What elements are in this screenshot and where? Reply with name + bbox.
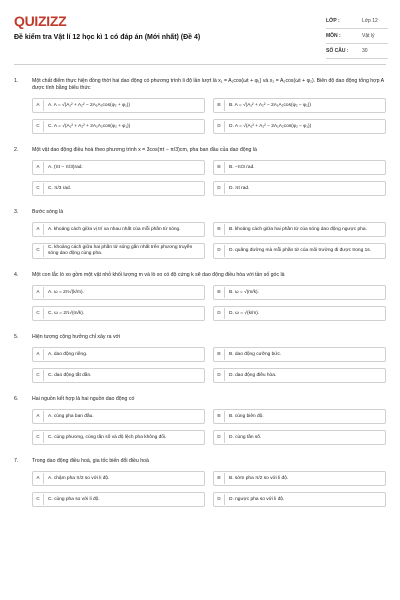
answer-options bbox=[32, 347, 386, 383]
answer-option[interactable] bbox=[213, 119, 386, 134]
answer-option[interactable] bbox=[32, 368, 205, 383]
answer-option[interactable] bbox=[32, 285, 205, 300]
answer-option[interactable] bbox=[32, 160, 205, 175]
question-block bbox=[14, 458, 386, 507]
question-block bbox=[14, 147, 386, 196]
meta-row-subject bbox=[326, 29, 388, 44]
option-letter: D bbox=[214, 494, 225, 505]
answer-options bbox=[32, 471, 386, 507]
option-text: C. cùng phương, cùng tần số và độ lệch pha không đổi. bbox=[48, 434, 167, 440]
option-text: A. dao động riêng. bbox=[48, 351, 88, 357]
question-text: Hiện tượng cộng hưởng chỉ xảy ra với bbox=[32, 334, 121, 340]
option-letter: D bbox=[214, 432, 225, 443]
answer-option[interactable] bbox=[213, 243, 386, 259]
option-text: A. ω = 2π√(k/m). bbox=[48, 289, 84, 295]
option-letter: A bbox=[33, 411, 44, 422]
option-letter: C bbox=[33, 183, 44, 194]
question-block bbox=[14, 334, 386, 383]
answer-option[interactable] bbox=[32, 471, 205, 486]
question-text: Bước sóng là bbox=[32, 209, 64, 215]
option-letter: C bbox=[33, 308, 44, 319]
answer-option[interactable] bbox=[32, 181, 205, 196]
option-letter: B bbox=[214, 411, 225, 422]
answer-option[interactable] bbox=[213, 409, 386, 424]
option-text: B. −π/3 rad. bbox=[229, 164, 255, 170]
option-text: D. cùng tần số. bbox=[229, 434, 262, 440]
option-letter: C bbox=[33, 121, 44, 132]
option-text: D. ngược pha so với li độ. bbox=[229, 496, 285, 502]
option-text: B. sớm pha π/2 so với li độ. bbox=[229, 475, 289, 481]
option-letter: B bbox=[214, 349, 225, 360]
question-text: Hai nguồn kết hợp là hai nguồn dao động có bbox=[32, 396, 135, 402]
option-text: C. ω = 2π√(m/k). bbox=[48, 310, 85, 316]
answer-option[interactable] bbox=[32, 98, 205, 113]
question-header bbox=[14, 334, 386, 341]
answer-options bbox=[32, 285, 386, 321]
question-block bbox=[14, 272, 386, 321]
option-text: C. dao động tắt dần. bbox=[48, 372, 92, 378]
meta-key: SỐ CÂU : bbox=[326, 48, 349, 54]
question-header bbox=[14, 272, 386, 279]
answer-option[interactable] bbox=[213, 98, 386, 113]
option-letter: C bbox=[33, 245, 44, 257]
option-letter: D bbox=[214, 121, 225, 132]
answer-option[interactable] bbox=[213, 347, 386, 362]
question-header bbox=[14, 458, 386, 465]
answer-option[interactable] bbox=[32, 119, 205, 134]
option-letter: B bbox=[214, 162, 225, 173]
answer-option[interactable] bbox=[32, 243, 205, 259]
question-list bbox=[14, 78, 386, 520]
meta-key: LỚP : bbox=[326, 18, 340, 24]
option-text: B. cùng biên độ. bbox=[229, 413, 264, 419]
answer-option[interactable] bbox=[213, 306, 386, 321]
meta-row-class bbox=[326, 14, 388, 29]
answer-option[interactable] bbox=[213, 160, 386, 175]
option-letter: A bbox=[33, 349, 44, 360]
option-text: B. A = √(A₁² + A₂² − 2A₁A₂cos(φ₂ − φ₁)) bbox=[229, 102, 311, 108]
option-letter: C bbox=[33, 494, 44, 505]
question-number: 1. bbox=[14, 78, 19, 84]
page-title: Đề kiểm tra Vật lí 12 học kì 1 có đáp án (Mới nhất) (Đề 4) bbox=[14, 34, 201, 41]
option-letter: A bbox=[33, 287, 44, 298]
option-letter: D bbox=[214, 245, 225, 257]
option-letter: A bbox=[33, 224, 44, 235]
answer-options bbox=[32, 409, 386, 445]
option-text: C. cùng pha so với li độ. bbox=[48, 496, 100, 502]
question-text: Một con lắc lò xo gồm một vật nhỏ khối lượng m và lò xo có độ cứng k sẽ dao động điều hòa với tần số góc là bbox=[32, 272, 285, 278]
question-block bbox=[14, 396, 386, 445]
question-header bbox=[14, 209, 386, 216]
question-number: 3. bbox=[14, 209, 19, 215]
question-text: Một chất điểm thực hiện đồng thời hai dao động có phương trình li độ lần lượt là x₁ = A₁cos(ωt + φ₁) và x₂ = A₂cos(ωt + φ₂). Biên độ dao động tổng hợp A được tính bằng biểu thức bbox=[32, 78, 384, 91]
option-text: B. khoảng cách giữa hai phần tử của sóng dao động ngược pha. bbox=[229, 226, 367, 232]
option-text: A. cùng pha ban đầu. bbox=[48, 413, 94, 419]
option-text: D. dao động điều hòa. bbox=[229, 372, 277, 378]
answer-options bbox=[32, 160, 386, 196]
question-block bbox=[14, 209, 386, 259]
option-text: D. πt rad. bbox=[229, 185, 250, 191]
question-number: 6. bbox=[14, 396, 19, 402]
header-divider bbox=[14, 64, 386, 65]
option-letter: C bbox=[33, 432, 44, 443]
question-number: 2. bbox=[14, 147, 19, 153]
answer-option[interactable] bbox=[213, 181, 386, 196]
question-header bbox=[14, 396, 386, 403]
answer-option[interactable] bbox=[32, 222, 205, 237]
question-block bbox=[14, 78, 386, 134]
answer-option[interactable] bbox=[32, 409, 205, 424]
meta-row-count bbox=[326, 44, 388, 59]
question-text: Trong dao động điều hoà, gia tốc biến đổi điều hoà bbox=[32, 458, 149, 464]
question-header bbox=[14, 147, 386, 154]
option-text: C. A = √(A₁² + A₂² + 2A₁A₂cos(φ₂ + φ₁)) bbox=[48, 123, 131, 129]
meta-value: Vật lý bbox=[362, 33, 375, 39]
option-text: B. ω = √(m/k). bbox=[229, 289, 259, 295]
answer-option[interactable] bbox=[213, 222, 386, 237]
option-text: A. khoảng cách giữa vị trí xa nhau nhất của mỗi phần tử sóng. bbox=[48, 226, 181, 232]
answer-option[interactable] bbox=[213, 368, 386, 383]
option-text: A. chậm pha π/2 so với li độ. bbox=[48, 475, 110, 481]
option-letter: C bbox=[33, 370, 44, 381]
answer-option[interactable] bbox=[213, 471, 386, 486]
option-letter: A bbox=[33, 162, 44, 173]
option-text: A. (πt − π/3)rad. bbox=[48, 164, 83, 170]
option-letter: B bbox=[214, 100, 225, 111]
option-letter: D bbox=[214, 183, 225, 194]
meta-value: Lớp 12 bbox=[362, 18, 378, 24]
question-number: 7. bbox=[14, 458, 19, 464]
option-text: D. A = √(A₁² + A₂² − 2A₁A₂cos(φ₂ − φ₁)) bbox=[229, 123, 312, 129]
option-text: C. π/3 rad. bbox=[48, 185, 72, 191]
question-number: 4. bbox=[14, 272, 19, 278]
question-number: 5. bbox=[14, 334, 19, 340]
answer-options bbox=[32, 98, 386, 134]
option-letter: D bbox=[214, 308, 225, 319]
meta-key: MÔN : bbox=[326, 33, 341, 39]
option-text: C. khoảng cách giữa hai phần tử sóng gần nhất trên phương truyền sóng dao động cùng pha. bbox=[48, 245, 193, 256]
answer-option[interactable] bbox=[32, 347, 205, 362]
option-letter: D bbox=[214, 370, 225, 381]
answer-option[interactable] bbox=[32, 306, 205, 321]
option-text: A. A = √(A₁² + A₂² − 2A₁A₂cos(φ₂ + φ₁)) bbox=[48, 102, 130, 108]
answer-option[interactable] bbox=[32, 430, 205, 445]
answer-options bbox=[32, 222, 386, 259]
meta-value: 30 bbox=[362, 48, 368, 54]
option-letter: A bbox=[33, 100, 44, 111]
option-letter: A bbox=[33, 473, 44, 484]
option-text: B. dao động cưỡng bức. bbox=[229, 351, 282, 357]
answer-option[interactable] bbox=[213, 492, 386, 507]
question-text: Một vật dao động điều hoà theo phương trình x = 3cos(πt − π/3)cm, pha ban đầu của dao động là bbox=[32, 147, 257, 153]
option-letter: B bbox=[214, 473, 225, 484]
option-letter: B bbox=[214, 224, 225, 235]
meta-table bbox=[326, 14, 388, 59]
answer-option[interactable] bbox=[213, 430, 386, 445]
quizizz-logo: QUIZIZZ bbox=[14, 13, 67, 29]
option-text: D. quãng đường mà mỗi phần tử của môi trường đi được trong 1s. bbox=[229, 248, 372, 253]
answer-option[interactable] bbox=[32, 492, 205, 507]
question-header bbox=[14, 78, 386, 92]
answer-option[interactable] bbox=[213, 285, 386, 300]
option-letter: B bbox=[214, 287, 225, 298]
option-text: D. ω = √(k/m). bbox=[229, 310, 260, 316]
